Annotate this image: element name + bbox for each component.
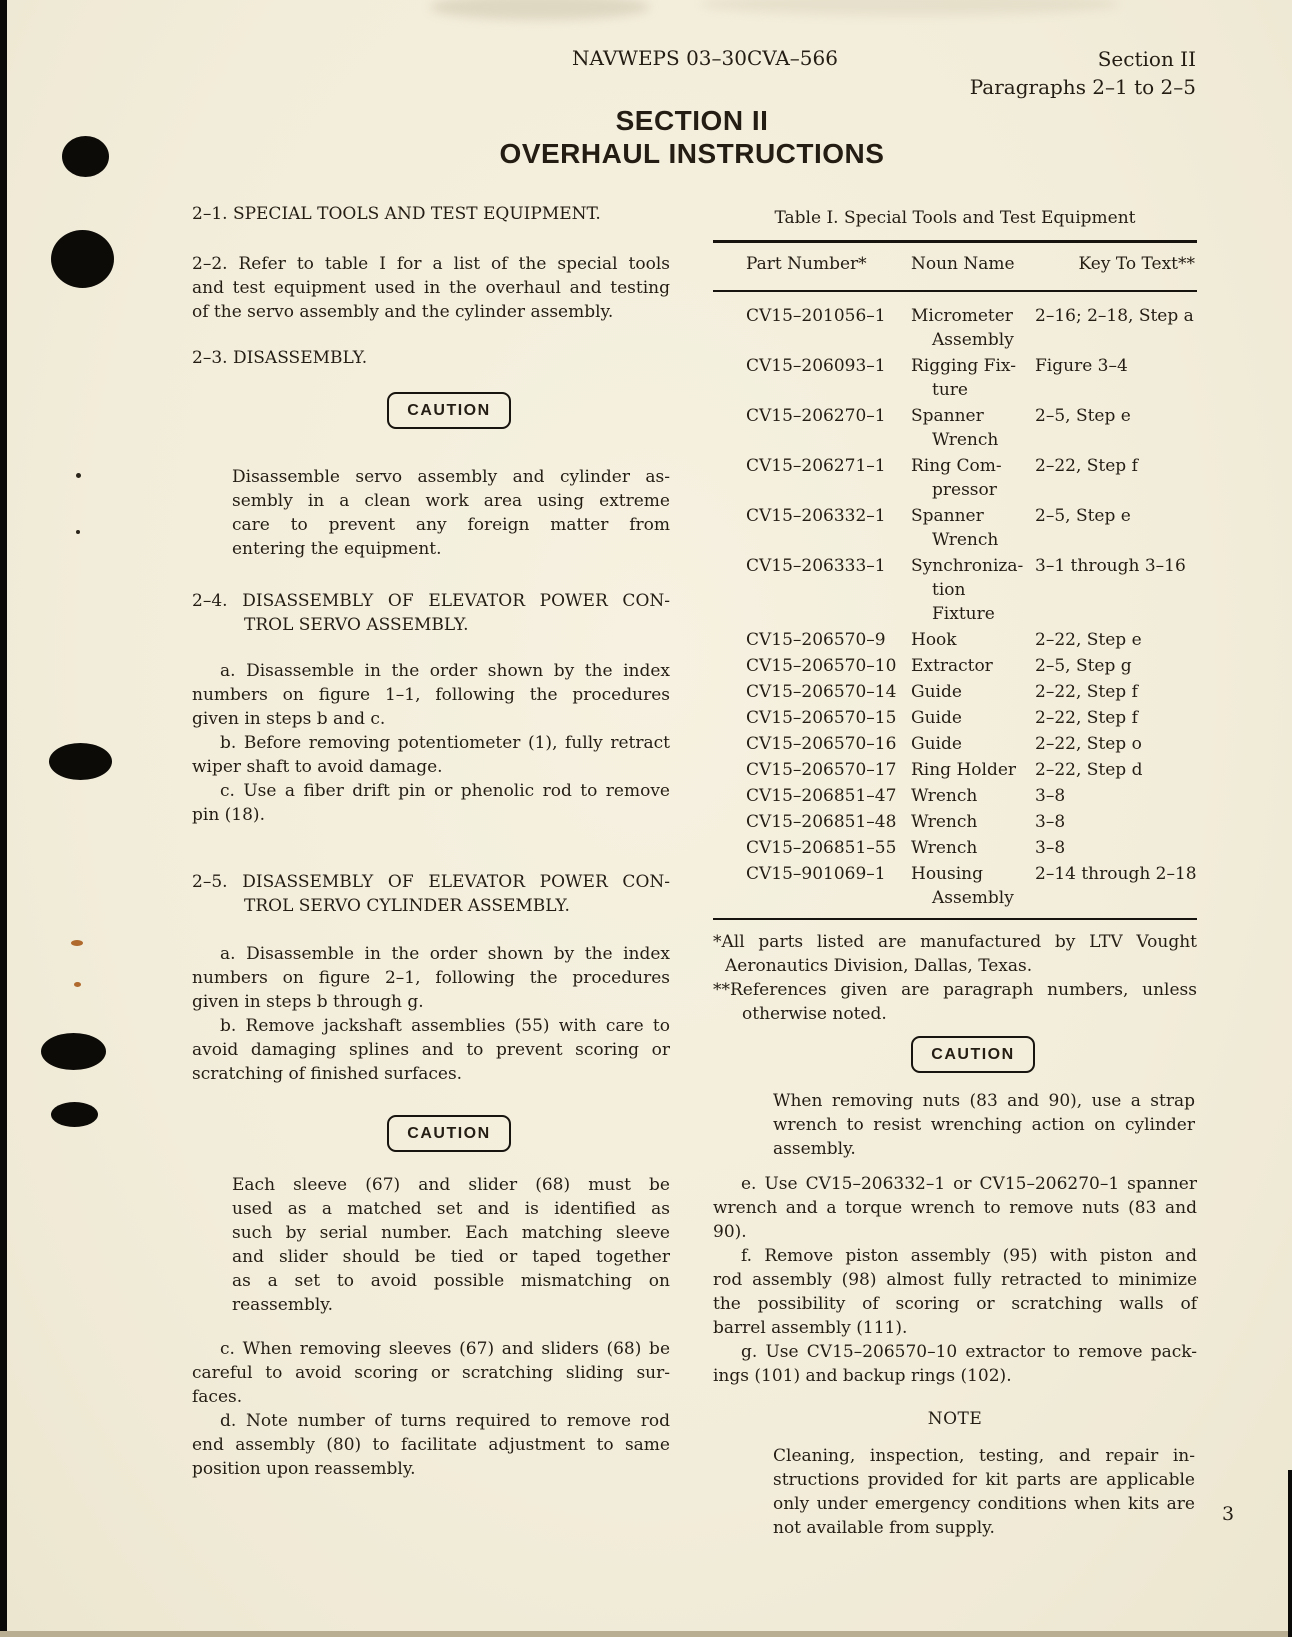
header-doc-number: NAVWEPS 03–30CVA–566 bbox=[572, 46, 838, 70]
key-to-text-cell: Figure 3–4 bbox=[1035, 356, 1128, 376]
text-line: Hook bbox=[911, 630, 957, 650]
heading-2-4 bbox=[192, 589, 670, 637]
text-line: wrench and a torque wrench to remove nuts (83 and bbox=[713, 1198, 1197, 1218]
caution-label: CAUTION bbox=[407, 1124, 491, 1142]
page-number: 3 bbox=[1222, 1503, 1235, 1525]
text-line: numbers on figure 1–1, following the procedures bbox=[192, 685, 670, 705]
text-line: numbers on figure 2–1, following the procedures bbox=[192, 968, 670, 988]
text-line: c. Use a fiber drift pin or phenolic rod to remove bbox=[220, 781, 670, 801]
table-row bbox=[713, 353, 1197, 403]
text-line: Each sleeve (67) and slider (68) must be bbox=[232, 1175, 670, 1195]
text-line: given in steps b and c. bbox=[192, 709, 386, 729]
text-line: *All parts listed are manufactured by LTV Vought bbox=[713, 932, 1197, 952]
caution-box-wrap bbox=[192, 392, 670, 429]
caution-box-wrap bbox=[713, 1036, 1197, 1073]
column-header-part-number: Part Number* bbox=[746, 254, 867, 274]
noun-name-cell bbox=[883, 653, 1027, 679]
key-to-text-cell: 2–22, Step f bbox=[1035, 682, 1138, 702]
text-line: and slider should be tied or taped together bbox=[232, 1247, 670, 1267]
text-line: wrench to resist wrenching action on cylinder bbox=[773, 1115, 1195, 1135]
step-2-5-c bbox=[192, 1337, 670, 1409]
text-line: Spanner bbox=[911, 406, 984, 426]
text-line: Synchroniza- bbox=[911, 556, 1024, 576]
table-row bbox=[713, 553, 1197, 627]
key-to-text-cell: 2–5, Step g bbox=[1035, 656, 1132, 676]
part-number-cell: CV15–206570–17 bbox=[746, 760, 897, 780]
caution-label: CAUTION bbox=[407, 401, 491, 419]
text-line: reassembly. bbox=[232, 1295, 334, 1315]
text-line: 2–5. DISASSEMBLY OF ELEVATOR POWER CON- bbox=[192, 872, 670, 892]
part-number-cell: CV15–206570–14 bbox=[746, 682, 897, 702]
text-line: Aeronautics Division, Dallas, Texas. bbox=[725, 956, 1033, 976]
noun-name-cell bbox=[883, 679, 1027, 705]
part-number-cell: CV15–206332–1 bbox=[746, 506, 886, 526]
step-2-5-f bbox=[713, 1244, 1197, 1340]
noun-name-cell bbox=[883, 861, 1027, 919]
text-line: care to prevent any foreign matter from bbox=[232, 515, 670, 535]
text-line: avoid damaging splines and to prevent scoring or bbox=[192, 1040, 670, 1060]
key-to-text-cell: 2–22, Step f bbox=[1035, 708, 1138, 728]
paragraph-2-2 bbox=[192, 252, 670, 324]
text-line: When removing nuts (83 and 90), use a strap bbox=[773, 1091, 1195, 1111]
header-section: Section II bbox=[1097, 47, 1196, 71]
table-footnote-2 bbox=[713, 978, 1197, 1026]
table-footnote-1 bbox=[713, 930, 1197, 978]
note-text bbox=[773, 1444, 1195, 1540]
text-line: Wrench bbox=[911, 812, 978, 832]
table-row bbox=[713, 679, 1197, 705]
hole-punch-mark bbox=[51, 1102, 98, 1127]
part-number-cell: CV15–206093–1 bbox=[746, 356, 886, 376]
key-to-text-cell: 3–8 bbox=[1035, 786, 1066, 806]
step-2-5-e bbox=[713, 1172, 1197, 1244]
text-line: such by serial number. Each matching sleeve bbox=[232, 1223, 670, 1243]
text-line: pressor bbox=[932, 480, 997, 500]
text-line: Assembly bbox=[932, 330, 1014, 350]
caution-box bbox=[387, 392, 511, 429]
hole-punch-mark bbox=[41, 1033, 106, 1070]
section-title-line2: OVERHAUL INSTRUCTIONS bbox=[499, 138, 885, 169]
text-line: of the servo assembly and the cylinder assembly. bbox=[192, 302, 614, 322]
section-title bbox=[92, 104, 1292, 170]
text-line: not available from supply. bbox=[773, 1518, 995, 1538]
part-number-cell: CV15–206570–10 bbox=[746, 656, 897, 676]
text-line: Guide bbox=[911, 708, 962, 728]
noun-name-cell bbox=[883, 783, 1027, 809]
column-left bbox=[192, 202, 670, 1481]
table-row bbox=[713, 731, 1197, 757]
step-2-4-a bbox=[192, 659, 670, 731]
table-row bbox=[713, 403, 1197, 453]
table-row bbox=[713, 835, 1197, 861]
key-to-text-cell: 2–5, Step e bbox=[1035, 506, 1131, 526]
header-right-block bbox=[970, 45, 1196, 101]
table-row bbox=[713, 783, 1197, 809]
noun-name-cell bbox=[883, 503, 1027, 553]
noun-name-cell bbox=[883, 809, 1027, 835]
key-to-text-cell: 2–5, Step e bbox=[1035, 406, 1131, 426]
text-line: Guide bbox=[911, 734, 962, 754]
step-2-4-c bbox=[192, 779, 670, 827]
step-2-5-g bbox=[713, 1340, 1197, 1388]
noun-name-cell bbox=[883, 353, 1027, 403]
caution-box-wrap bbox=[192, 1115, 670, 1152]
paragraph-2-1 bbox=[192, 202, 670, 226]
table-row bbox=[713, 705, 1197, 731]
text-line: b. Remove jackshaft assemblies (55) with care to bbox=[220, 1016, 670, 1036]
key-to-text-cell: 3–1 through 3–16 bbox=[1035, 556, 1186, 576]
scan-edge-right bbox=[1288, 1470, 1292, 1637]
text-line: as a set to avoid possible mismatching on bbox=[232, 1271, 670, 1291]
text-line: careful to avoid scoring or scratching sliding sur- bbox=[192, 1363, 670, 1383]
table-row bbox=[713, 861, 1197, 919]
section-title-line1: SECTION II bbox=[615, 105, 769, 136]
caution-text-2 bbox=[232, 1173, 670, 1317]
text-line: Ring Holder bbox=[911, 760, 1017, 780]
stain-speck bbox=[71, 940, 83, 946]
text-line: and test equipment used in the overhaul and testing bbox=[192, 278, 670, 298]
text-line: end assembly (80) to facilitate adjustment to same bbox=[192, 1435, 670, 1455]
step-2-5-b bbox=[192, 1014, 670, 1086]
part-number-cell: CV15–206570–9 bbox=[746, 630, 886, 650]
text-line: f. Remove piston assembly (95) with piston and bbox=[741, 1246, 1197, 1266]
text-line: 2–3. DISASSEMBLY. bbox=[192, 348, 368, 368]
text-line: b. Before removing potentiometer (1), fully retract bbox=[220, 733, 670, 753]
text-line: Micrometer bbox=[911, 306, 1013, 326]
text-line: 2–2. Refer to table I for a list of the special tools bbox=[192, 254, 670, 274]
text-line: Assembly bbox=[932, 888, 1014, 908]
text-line: structions provided for kit parts are applicable bbox=[773, 1470, 1195, 1490]
scan-edge-bottom bbox=[0, 1631, 1292, 1637]
text-line: d. Note number of turns required to remove rod bbox=[220, 1411, 670, 1431]
header-paragraph-range: Paragraphs 2–1 to 2–5 bbox=[969, 75, 1196, 99]
noun-name-cell bbox=[883, 731, 1027, 757]
text-line: used as a matched set and is identified as bbox=[232, 1199, 670, 1219]
column-header-key-to-text: Key To Text** bbox=[1078, 254, 1195, 274]
text-line: entering the equipment. bbox=[232, 539, 442, 559]
text-line: TROL SERVO CYLINDER ASSEMBLY. bbox=[244, 896, 570, 916]
caution-text-3 bbox=[773, 1089, 1195, 1161]
text-line: **References given are paragraph numbers, unless bbox=[713, 980, 1197, 1000]
table-row bbox=[713, 809, 1197, 835]
caution-box bbox=[387, 1115, 511, 1152]
caution-text-1 bbox=[232, 465, 670, 561]
scan-smudge bbox=[700, 0, 1120, 16]
text-line: given in steps b through g. bbox=[192, 992, 424, 1012]
key-to-text-cell: 2–22, Step e bbox=[1035, 630, 1142, 650]
text-line: e. Use CV15–206332–1 or CV15–206270–1 spanner bbox=[741, 1174, 1197, 1194]
text-line: Housing bbox=[911, 864, 984, 884]
text-line: Wrench bbox=[932, 530, 999, 550]
key-to-text-cell: 2–14 through 2–18 bbox=[1035, 864, 1197, 884]
key-to-text-cell: 2–16; 2–18, Step a bbox=[1035, 306, 1194, 326]
text-line: sembly in a clean work area using extreme bbox=[232, 491, 670, 511]
key-to-text-cell: 3–8 bbox=[1035, 838, 1066, 858]
text-line: 2–1. SPECIAL TOOLS AND TEST EQUIPMENT. bbox=[192, 204, 601, 224]
text-line: wiper shaft to avoid damage. bbox=[192, 757, 443, 777]
heading-2-5 bbox=[192, 870, 670, 918]
text-line: Wrench bbox=[911, 786, 978, 806]
special-tools-table bbox=[713, 240, 1197, 920]
text-line: Extractor bbox=[911, 656, 993, 676]
stain-speck bbox=[74, 982, 81, 987]
text-line: g. Use CV15–206570–10 extractor to remove pack- bbox=[741, 1342, 1197, 1362]
caution-box bbox=[911, 1036, 1035, 1073]
table-body bbox=[713, 291, 1197, 919]
step-2-5-d bbox=[192, 1409, 670, 1481]
text-line: the possibility of scoring or scratching walls of bbox=[713, 1294, 1197, 1314]
text-line: pin (18). bbox=[192, 805, 265, 825]
key-to-text-cell: 3–8 bbox=[1035, 812, 1066, 832]
hole-punch-mark bbox=[49, 743, 112, 780]
key-to-text-cell: 2–22, Step d bbox=[1035, 760, 1143, 780]
part-number-cell: CV15–206570–15 bbox=[746, 708, 897, 728]
part-number-cell: CV15–206333–1 bbox=[746, 556, 886, 576]
key-to-text-cell: 2–22, Step f bbox=[1035, 456, 1138, 476]
ink-speck bbox=[76, 473, 81, 478]
part-number-cell: CV15–206851–48 bbox=[746, 812, 897, 832]
scan-smudge bbox=[430, 0, 650, 20]
text-line: Ring Com- bbox=[911, 456, 1002, 476]
text-line: barrel assembly (111). bbox=[713, 1318, 908, 1338]
table-row bbox=[713, 757, 1197, 783]
text-line: faces. bbox=[192, 1387, 243, 1407]
table-row bbox=[713, 627, 1197, 653]
scan-edge-left bbox=[0, 0, 7, 1637]
noun-name-cell bbox=[883, 835, 1027, 861]
text-line: Rigging Fix- bbox=[911, 356, 1016, 376]
text-line: only under emergency conditions when kits are bbox=[773, 1494, 1195, 1514]
text-line: scratching of finished surfaces. bbox=[192, 1064, 463, 1084]
text-line: a. Disassemble in the order shown by the index bbox=[220, 661, 670, 681]
step-2-5-a bbox=[192, 942, 670, 1014]
text-line: Wrench bbox=[911, 838, 978, 858]
part-number-cell: CV15–206851–55 bbox=[746, 838, 897, 858]
text-line: a. Disassemble in the order shown by the index bbox=[220, 944, 670, 964]
column-right bbox=[713, 198, 1197, 1540]
table-header-row bbox=[713, 242, 1197, 292]
text-line: 2–4. DISASSEMBLY OF ELEVATOR POWER CON- bbox=[192, 591, 670, 611]
part-number-cell: CV15–206270–1 bbox=[746, 406, 886, 426]
hole-punch-mark bbox=[51, 230, 114, 288]
table-row bbox=[713, 453, 1197, 503]
text-line: ings (101) and backup rings (102). bbox=[713, 1366, 1012, 1386]
noun-name-cell bbox=[883, 757, 1027, 783]
part-number-cell: CV15–206570–16 bbox=[746, 734, 897, 754]
table-row bbox=[713, 503, 1197, 553]
text-line: otherwise noted. bbox=[742, 1004, 887, 1024]
ink-speck bbox=[76, 530, 80, 534]
text-line: ture bbox=[932, 380, 968, 400]
text-line: 90). bbox=[713, 1222, 747, 1242]
noun-name-cell bbox=[883, 705, 1027, 731]
part-number-cell: CV15–201056–1 bbox=[746, 306, 886, 326]
caution-label: CAUTION bbox=[931, 1045, 1015, 1063]
noun-name-cell bbox=[883, 627, 1027, 653]
text-line: Wrench bbox=[932, 430, 999, 450]
text-line: tion Fixture bbox=[932, 580, 995, 624]
part-number-cell: CV15–901069–1 bbox=[746, 864, 886, 884]
column-header-noun-name: Noun Name bbox=[911, 254, 1015, 274]
text-line: position upon reassembly. bbox=[192, 1459, 416, 1479]
text-line: TROL SERVO ASSEMBLY. bbox=[244, 615, 469, 635]
text-line: Cleaning, inspection, testing, and repair in- bbox=[773, 1446, 1195, 1466]
table-row bbox=[713, 291, 1197, 353]
text-line: Disassemble servo assembly and cylinder as- bbox=[232, 467, 670, 487]
text-line: c. When removing sleeves (67) and sliders (68) be bbox=[220, 1339, 670, 1359]
key-to-text-cell: 2–22, Step o bbox=[1035, 734, 1142, 754]
text-line: Guide bbox=[911, 682, 962, 702]
part-number-cell: CV15–206271–1 bbox=[746, 456, 886, 476]
noun-name-cell bbox=[883, 553, 1027, 627]
table-row bbox=[713, 653, 1197, 679]
step-2-4-b bbox=[192, 731, 670, 779]
text-line: rod assembly (98) almost fully retracted to minimize bbox=[713, 1270, 1197, 1290]
text-line: Spanner bbox=[911, 506, 984, 526]
table-title: Table I. Special Tools and Test Equipment bbox=[774, 208, 1136, 228]
noun-name-cell bbox=[883, 453, 1027, 503]
noun-name-cell bbox=[883, 291, 1027, 353]
noun-name-cell bbox=[883, 403, 1027, 453]
paragraph-2-3 bbox=[192, 346, 670, 370]
part-number-cell: CV15–206851–47 bbox=[746, 786, 897, 806]
text-line: assembly. bbox=[773, 1139, 856, 1159]
note-heading: NOTE bbox=[927, 1409, 983, 1429]
